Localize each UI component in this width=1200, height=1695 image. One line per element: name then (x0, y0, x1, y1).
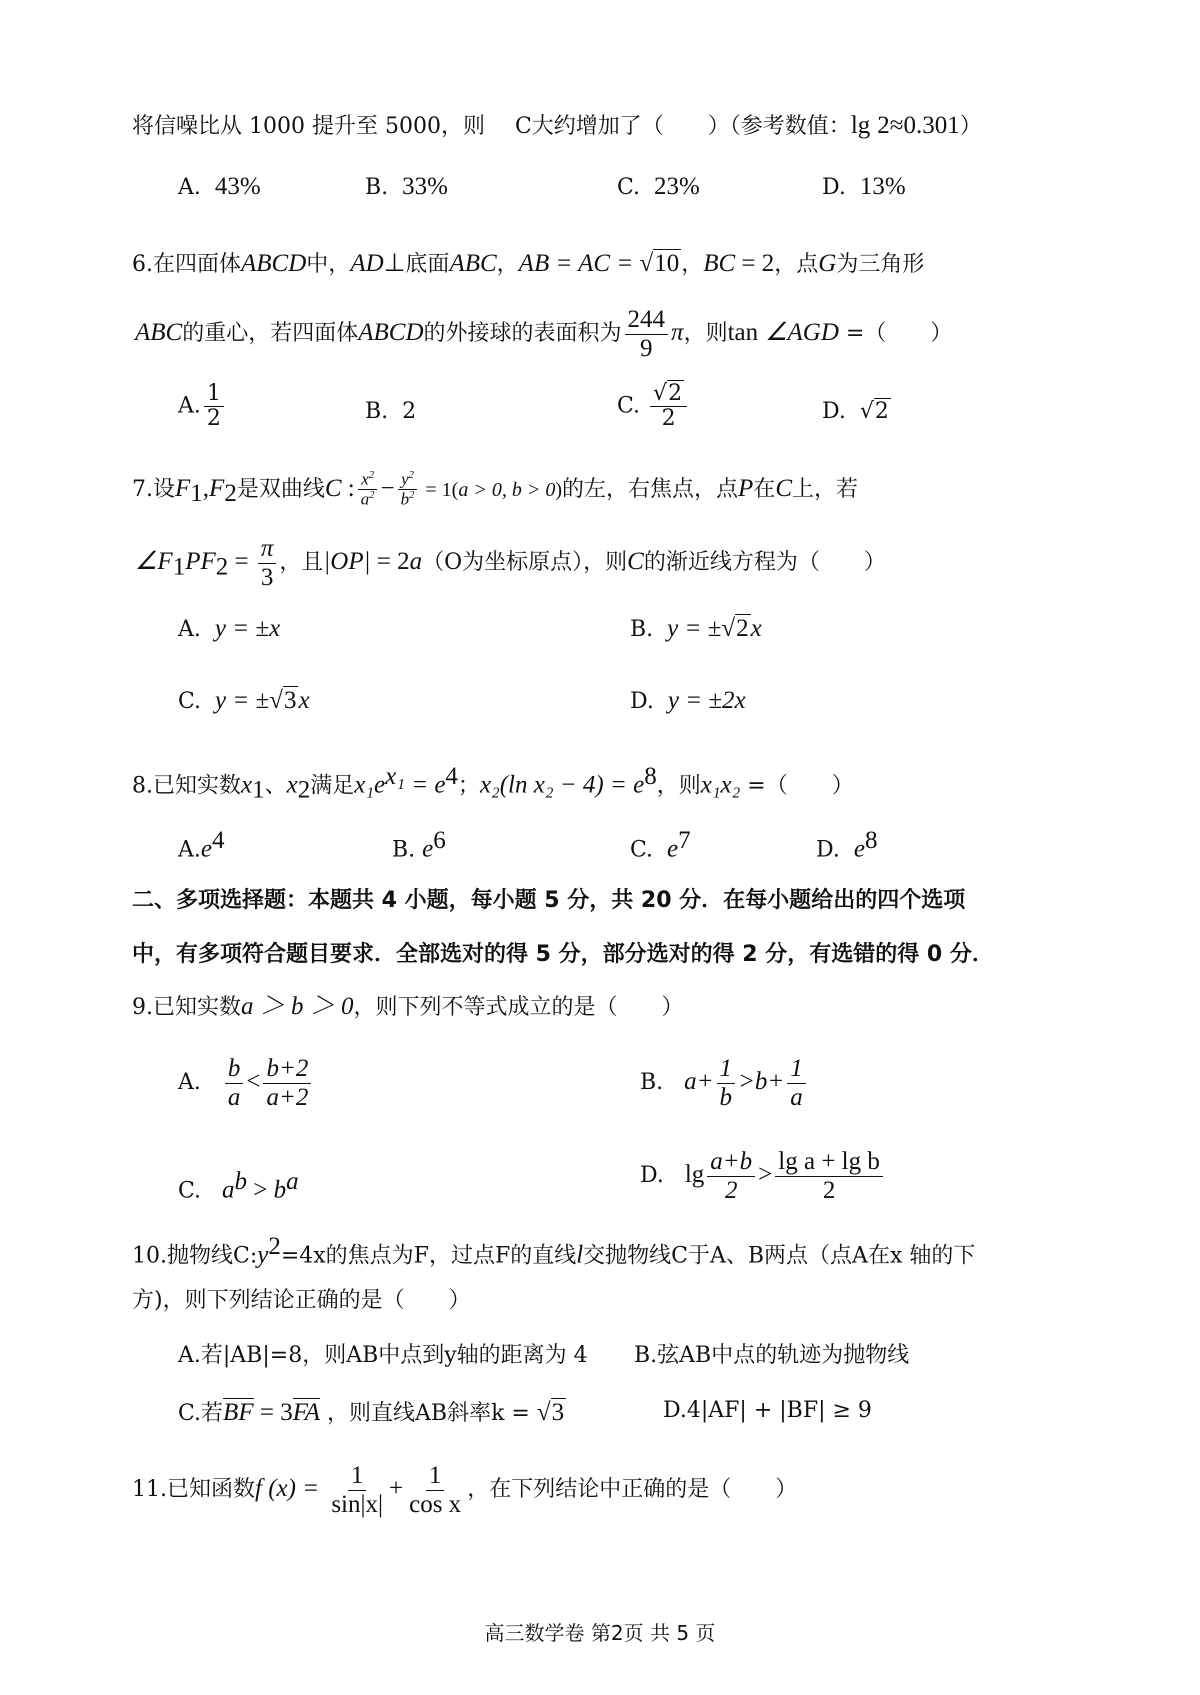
text: 9.已知实数 (132, 995, 241, 1020)
fraction (650, 382, 687, 431)
math: ) (555, 478, 562, 501)
option-value: y = ± (215, 687, 270, 714)
superscript: 2 (268, 1233, 281, 1260)
sqrt-sign: √ (653, 381, 668, 406)
math: F (175, 474, 191, 502)
q6-number: 6. (132, 252, 153, 277)
math: y (257, 1241, 269, 1269)
text: ，且 (279, 550, 324, 575)
text: ， (681, 252, 704, 277)
fraction (625, 306, 669, 362)
option-key: B. (630, 617, 654, 642)
q8-option-c (630, 826, 691, 864)
text: ，则下列不等式成立的是（ ） (353, 995, 684, 1020)
q5-option-c (617, 172, 700, 202)
subscript: 2 (297, 776, 311, 804)
superscript: 6 (433, 827, 446, 854)
text: 在 (753, 476, 776, 502)
text: （O为坐标原点），则 (422, 550, 628, 575)
subscript: 1 (190, 480, 203, 508)
option-key: A. (178, 1070, 201, 1095)
text: =（ ） (740, 773, 854, 799)
denominator: 9 (640, 334, 653, 362)
denominator: 3 (260, 563, 274, 591)
option-key: D. (640, 1163, 664, 1188)
math: = 2 (735, 250, 775, 277)
radicand: 2 (736, 615, 749, 642)
math: x₂(ln x₂ − 4) = e (479, 771, 645, 799)
sqrt-sign: √ (536, 1399, 551, 1426)
option-value: e (853, 835, 865, 863)
section-heading-line2: 中，有多项符合题目要求．全部选对的得 5 分，部分选对的得 2 分，有选错的得 0 分． (132, 942, 994, 967)
text: 在四面体 (153, 252, 242, 277)
text: 已知实数 (153, 773, 242, 799)
q5-option-a (178, 172, 261, 202)
text: ，则 (683, 321, 728, 346)
numerator: 244 (625, 306, 669, 335)
superscript: 4 (445, 763, 458, 790)
math: P (738, 474, 754, 502)
fraction (258, 535, 277, 591)
q9-option-a (178, 1055, 314, 1111)
q8-number: 8. (132, 773, 153, 799)
text: 11.已知函数 (132, 1477, 255, 1502)
numerator: π (258, 535, 277, 564)
fraction (263, 1055, 311, 1111)
text: =4x的焦点为F，过点F的直线 (280, 1243, 577, 1269)
option-value: 2 (402, 399, 417, 424)
text: 的重心，若四面体 (182, 321, 359, 346)
denominator: cos x (409, 1490, 462, 1518)
option-key: C. (178, 1178, 202, 1204)
fraction (328, 1462, 386, 1518)
math: = 2 (370, 548, 410, 575)
q8-option-a (178, 826, 225, 864)
math: π (671, 319, 684, 346)
option-key: A. (178, 175, 201, 200)
q10-option-b: B.弦AB中点的轨迹为抛物线 (634, 1343, 910, 1368)
text: 交抛物线C于A、B两点（点A在x 轴的下 (583, 1243, 976, 1269)
numerator: 1 (426, 1462, 445, 1491)
q9-option-d (640, 1148, 886, 1204)
numerator: y (401, 469, 409, 489)
superscript: b (234, 1168, 248, 1195)
option-key: C. (178, 689, 202, 714)
q6-option-d (822, 399, 891, 425)
numerator: 1 (348, 1462, 367, 1491)
option-key: D. (822, 175, 846, 200)
option-key: D. (816, 837, 840, 863)
option-key: B. (392, 837, 416, 863)
text: ， (496, 252, 519, 277)
q6-option-a (178, 382, 227, 431)
fraction (204, 382, 224, 431)
subscript: 2 (224, 480, 237, 508)
text: ，则直线AB斜率k = (320, 1401, 537, 1426)
option-value: e (422, 835, 434, 863)
math: = e (404, 771, 446, 799)
option-value: y = ±x (214, 615, 281, 642)
option-key: A. (178, 837, 201, 863)
subscript: 2 (215, 553, 229, 581)
text: 满足 (310, 773, 355, 799)
denominator: 2 (724, 1176, 738, 1204)
numerator: lg a + lg b (775, 1148, 883, 1177)
superscript: 7 (678, 827, 691, 854)
text: 设 (153, 476, 176, 502)
section-heading-line1: 二、多项选择题：本题共 4 小题，每小题 5 分，共 20 分．在每小题给出的四个选项 (132, 888, 966, 913)
option-key: D. (822, 399, 846, 424)
math: a+ (684, 1068, 714, 1095)
option-value: y = ± (667, 615, 722, 642)
fraction: $\frac{x^2}{a^2}$ (358, 470, 378, 510)
math: PF (185, 548, 216, 575)
option-value: 13% (859, 173, 906, 200)
denominator: b (719, 1083, 733, 1111)
q6-option-c (617, 382, 690, 431)
fraction: $\frac{y^2}{b^2}$ (398, 470, 418, 510)
q8-stem (132, 762, 854, 806)
math: f (x) = (255, 1475, 326, 1502)
math: C (627, 548, 644, 575)
fraction (787, 1055, 806, 1111)
text: ，点 (774, 252, 819, 277)
math: |OP| (323, 548, 371, 575)
text: ； (457, 773, 480, 799)
q5-option-b (365, 172, 448, 202)
denominator: 2 (661, 406, 676, 432)
fraction (406, 1462, 464, 1518)
text: 是双曲线 (236, 476, 325, 502)
q9-option-b (640, 1055, 809, 1111)
math: b (273, 1176, 287, 1204)
denominator: 2 (822, 1176, 836, 1204)
math: ∠AGD (765, 319, 839, 346)
math: C (324, 474, 342, 502)
option-value: 23% (654, 173, 700, 200)
text: 的外接球的表面积为 (423, 321, 622, 346)
math: = 3 (253, 1399, 293, 1426)
denominator: a (360, 490, 370, 509)
radicand: 3 (551, 1399, 565, 1426)
option-value: 2 (874, 399, 889, 424)
sqrt-sign: √ (859, 399, 874, 424)
math: l (576, 1241, 584, 1269)
text: 底面 (405, 252, 450, 277)
text: =（ ） (838, 321, 953, 346)
numerator: 2 (668, 381, 683, 406)
q8-option-b (392, 826, 446, 864)
option-key: B. (365, 175, 389, 200)
radicand: 3 (283, 687, 297, 714)
math: < (246, 1068, 261, 1095)
math: F (209, 474, 225, 502)
q7-option-c (178, 686, 310, 716)
math: x (241, 771, 253, 799)
q5-ref-two: 2 (877, 112, 890, 139)
subscript: 1 (172, 553, 186, 581)
math: ⊥ (383, 250, 406, 277)
superscript: 8 (644, 763, 657, 790)
option-value: 43% (214, 173, 261, 200)
option-key: A. (178, 393, 201, 419)
numerator: 1 (204, 382, 224, 407)
denominator: sin|x| (331, 1490, 383, 1518)
option-value: 33% (402, 173, 448, 200)
denominator: b (400, 490, 410, 509)
sqrt-sign: √ (639, 250, 654, 277)
q5-ref-lg: lg (850, 112, 871, 139)
q11-stem (132, 1462, 797, 1518)
text: 、 (264, 773, 287, 799)
denominator: a+2 (266, 1083, 309, 1111)
option-key: B. (365, 399, 389, 424)
numerator: a+b (707, 1148, 755, 1177)
option-value: e (200, 835, 212, 863)
option-key: D. (630, 689, 654, 714)
q5-ref-val: 0.301 (903, 112, 960, 139)
q7-stem-line1 (132, 470, 858, 510)
math: AB = AC = (518, 250, 640, 277)
math: + (389, 1475, 404, 1502)
q10-option-d: D.4|AF| + |BF| ≥ 9 (663, 1398, 872, 1423)
text: 上，若 (792, 476, 859, 502)
text: 中， (306, 252, 351, 277)
math: G (818, 250, 837, 277)
denominator: a (227, 1083, 241, 1111)
q9-option-c (178, 1167, 299, 1205)
vector: FA (292, 1399, 321, 1426)
math: ∠F (135, 548, 173, 575)
math: x (286, 771, 298, 799)
q5-stem-a: 将信噪比从 1000 提升至 5000，则 (132, 114, 485, 139)
q7-option-d (630, 686, 746, 716)
denominator: a (790, 1083, 803, 1111)
math: a (409, 548, 423, 575)
sqrt-sign: √ (721, 615, 736, 642)
page-footer: 高三数学卷 第2页 共 5 页 (484, 1621, 716, 1645)
math: , (202, 474, 210, 502)
math: >b+ (738, 1068, 785, 1095)
math: BC (703, 250, 736, 277)
fraction (225, 1055, 244, 1111)
numerator: x (361, 469, 369, 489)
q6-option-b (365, 399, 416, 425)
math: > (247, 1176, 274, 1204)
math: a > 0, b > 0 (458, 478, 556, 501)
math: a ＞ b ＞ 0 (241, 993, 354, 1020)
q10-stem-line2: 方)，则下列结论正确的是（ ） (132, 1288, 471, 1313)
option-value: x (750, 615, 762, 642)
option-key: C. (617, 175, 641, 200)
q6-stem-line1 (132, 249, 924, 279)
q8-option-d (816, 826, 877, 864)
superscript: 8 (864, 827, 878, 854)
math: 10 (654, 250, 680, 277)
q7-option-a (178, 614, 280, 644)
option-key: B. (640, 1070, 664, 1095)
numerator: 1 (787, 1055, 806, 1084)
math: ABCD (358, 319, 424, 346)
q7-option-b (630, 614, 762, 644)
superscript: x₁ (385, 763, 405, 790)
fraction (775, 1148, 883, 1204)
fraction (707, 1148, 755, 1204)
option-key: C. (630, 837, 654, 863)
math: − (380, 474, 395, 502)
subscript: 1 (252, 776, 265, 804)
text: 为三角形 (836, 252, 925, 277)
q9-stem (132, 992, 684, 1022)
numerator: b (225, 1055, 244, 1084)
math: x₁x₂ (700, 771, 741, 799)
math: C (775, 474, 792, 502)
fraction (717, 1055, 736, 1111)
q6-stem-line2 (135, 306, 952, 362)
text: 的渐近线方程为（ ） (643, 550, 886, 575)
q7-number: 7. (132, 476, 153, 502)
text: ，在下列结论中正确的是（ ） (467, 1477, 798, 1502)
math: > (758, 1161, 773, 1188)
option-value: x (298, 687, 310, 714)
numerator: b+2 (263, 1055, 311, 1084)
math: tan (727, 319, 759, 346)
superscript: 4 (212, 827, 225, 854)
numerator: 1 (717, 1055, 736, 1084)
math: x₁e (354, 771, 386, 799)
option-key: C. (617, 393, 641, 419)
superscript: a (286, 1168, 299, 1195)
q5-stem (132, 111, 982, 141)
q5-option-d (822, 172, 906, 202)
text: ，则 (656, 773, 701, 799)
q5-ref-approx: ≈ (889, 112, 904, 139)
math: = (228, 548, 255, 575)
math: lg (684, 1161, 705, 1188)
text: 的左，右焦点，点 (562, 476, 739, 502)
math: ABCD (241, 250, 307, 277)
math: AD (350, 250, 384, 277)
option-value: y = ±2x (667, 687, 746, 714)
text: 10.抛物线C: (132, 1243, 258, 1269)
q7-stem-line2 (135, 535, 886, 591)
q5-ref-close: ） (959, 114, 982, 139)
math: a (222, 1176, 235, 1204)
option-value: e (667, 835, 679, 863)
q10-option-c (178, 1398, 566, 1428)
sqrt-sign: √ (269, 687, 283, 714)
text: C.若 (178, 1401, 224, 1426)
math: : (341, 474, 355, 502)
q10-option-a: A.若|AB|=8，则AB中点到y轴的距离为 4 (178, 1343, 588, 1368)
vector: BF (223, 1399, 254, 1426)
q10-stem-line1 (132, 1232, 975, 1270)
denominator: 2 (206, 406, 221, 432)
math: ABC (135, 319, 183, 346)
option-key: A. (178, 617, 201, 642)
math: ABC (449, 250, 497, 277)
q5-stem-c: C大约增加了（ ）（参考数值： (514, 114, 851, 139)
math: = 1( (420, 478, 459, 501)
